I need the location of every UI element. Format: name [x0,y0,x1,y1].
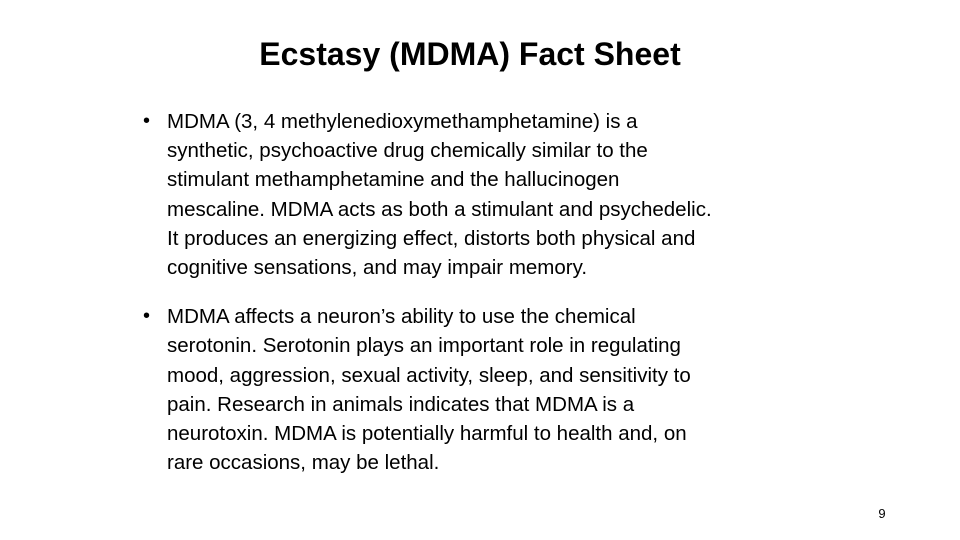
bullet-line: stimulant methamphetamine and the hallucinogen [167,168,620,192]
slide-title: Ecstasy (MDMA) Fact Sheet [259,36,681,72]
bullet-line: MDMA (3, 4 methylenedioxymethamphetamine) is a [167,110,638,133]
bullet-line: pain. Research in animals indicates that MDMA is a [167,392,635,416]
bullet-line: mescaline. MDMA acts as both a stimulant and psychedelic. [167,197,712,221]
bullet-item-mdma-effects [143,302,843,477]
bullet-line: cognitive sensations, and may impair memory. [167,256,588,280]
bullet-line: It produces an energizing effect, distorts both physical and [167,226,696,250]
bullet-item-mdma-definition [143,107,843,282]
bullet-marker: • [143,305,151,328]
bullet-marker: • [143,110,151,132]
page-number: 9 [878,506,886,521]
bullet-line: neurotoxin. MDMA is potentially harmful to health and, on [167,422,687,446]
bullet-line: synthetic, psychoactive drug chemically similar to the [167,139,648,163]
bullet-line: mood, aggression, sexual activity, sleep, and sensitivity to [167,363,691,387]
bullet-line: rare occasions, may be lethal. [167,451,440,475]
bullet-list [143,107,843,497]
bullet-line: serotonin. Serotonin plays an important role in regulating [167,334,681,358]
bullet-line: MDMA affects a neuron’s ability to use the chemical [167,305,636,329]
